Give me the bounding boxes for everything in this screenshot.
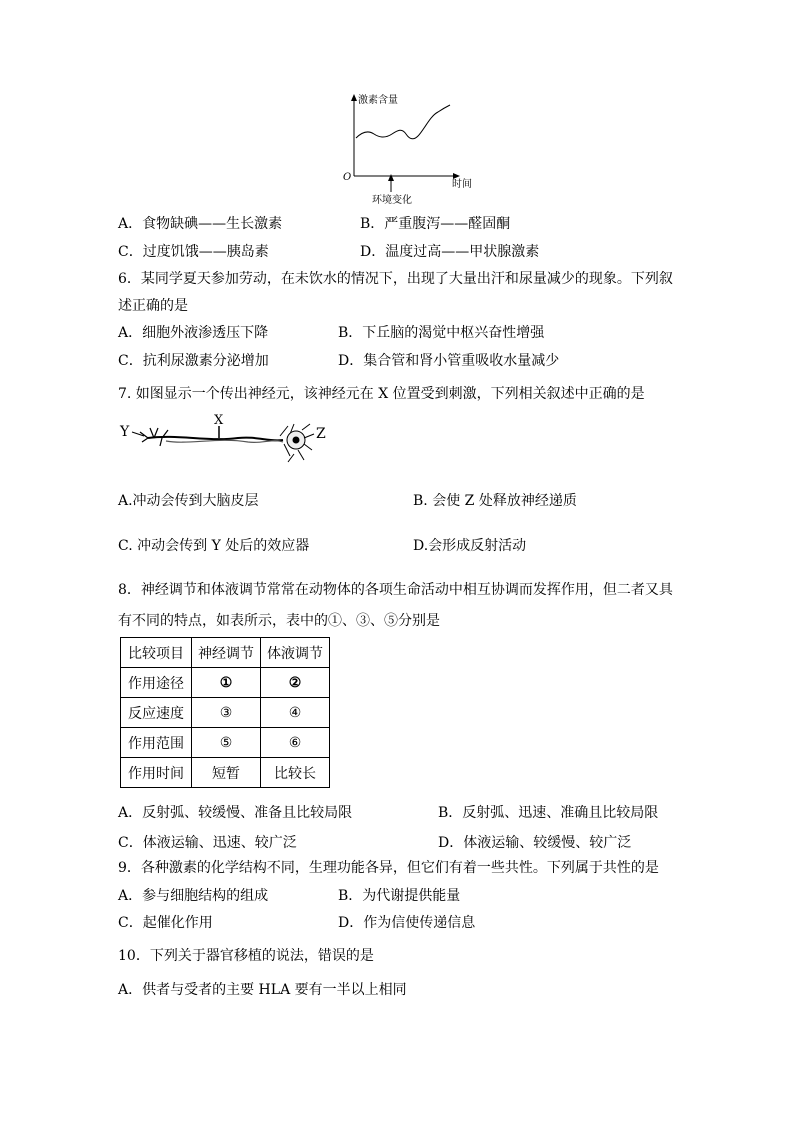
neuron-label-z: Z — [316, 426, 326, 442]
table-cell: ⑤ — [192, 728, 261, 758]
q6-stem-line1: 6．某同学夏天参加劳动，在未饮水的情况下，出现了大量出汗和尿量减少的现象。下列叙 — [118, 271, 673, 287]
q6-option-a: A．细胞外液渗透压下降 — [118, 325, 269, 341]
q6-option-b: B．下丘脑的渴觉中枢兴奋性增强 — [338, 325, 545, 341]
q5-option-c: C．过度饥饿——胰岛素 — [118, 244, 269, 260]
q8-option-c: C．体液运输、迅速、较广泛 — [118, 835, 297, 851]
table-cell: ② — [261, 668, 330, 698]
q9-stem: 9．各种激素的化学结构不同，生理功能各异，但它们有着一些共性。下列属于共性的是 — [118, 860, 659, 876]
q5-option-d: D．温度过高——甲状腺激素 — [360, 244, 540, 260]
y-axis-arrow — [351, 94, 357, 101]
q6-option-d: D．集合管和肾小管重吸收水量减少 — [338, 353, 560, 369]
q5-option-b: B．严重腹泻——醛固酮 — [360, 216, 511, 232]
table-cell: ④ — [261, 698, 330, 728]
table-cell: 作用范围 — [121, 728, 192, 758]
hormone-curve — [356, 105, 450, 139]
table-cell: ① — [192, 668, 261, 698]
table-header-cell: 神经调节 — [192, 638, 261, 668]
neuron-label-x: X — [214, 414, 224, 428]
q7-stem: 7. 如图显示一个传出神经元，该神经元在 X 位置受到刺激，下列相关叙述中正确的是 — [118, 386, 645, 402]
table-row — [121, 728, 330, 758]
efferent-neuron-diagram — [118, 414, 336, 466]
q8-option-a: A．反射弧、较缓慢、准备且比较局限 — [118, 805, 353, 821]
graph-ylabel: 激素含量 — [358, 95, 398, 106]
q7-option-d: D.会形成反射活动 — [413, 538, 527, 554]
neuron-label-y: Y — [120, 424, 130, 440]
table-cell: 反应速度 — [121, 698, 192, 728]
table-cell: ③ — [192, 698, 261, 728]
hormone-level-graph — [338, 88, 488, 206]
q8-stem-line1: 8．神经调节和体液调节常常在动物体的各项生命活动中相互协调而发挥作用，但二者又具 — [118, 582, 673, 598]
q7-option-a: A.冲动会传到大脑皮层 — [118, 493, 259, 509]
q8-option-b: B．反射弧、迅速、准确且比较局限 — [438, 805, 659, 821]
table-header-row — [121, 638, 330, 668]
q8-option-d: D．体液运输、较缓慢、较广泛 — [438, 835, 632, 851]
table-cell: 作用时间 — [121, 758, 192, 788]
table-cell: 比较长 — [261, 758, 330, 788]
q9-option-a: A．参与细胞结构的组成 — [118, 888, 269, 904]
q8-stem-line2: 有不同的特点，如表所示，表中的①、③、⑤分别是 — [118, 613, 440, 629]
q7-option-c: C. 冲动会传到 Y 处后的效应器 — [118, 538, 310, 554]
graph-event-label: 环境变化 — [372, 195, 412, 206]
q7-option-b: B. 会使 Z 处释放神经递质 — [413, 493, 577, 509]
q10-stem: 10．下列关于器官移植的说法，错误的是 — [118, 948, 374, 964]
comparison-table — [120, 637, 330, 788]
q9-option-c: C．起催化作用 — [118, 915, 213, 931]
q9-option-d: D．作为信使传递信息 — [338, 915, 476, 931]
graph-origin: O — [343, 172, 352, 183]
event-arrow-head — [388, 174, 394, 181]
q5-option-a: A．食物缺碘——生长激素 — [118, 216, 283, 232]
table-header-cell: 比较项目 — [121, 638, 192, 668]
table-row — [121, 758, 330, 788]
table-row — [121, 698, 330, 728]
q10-option-a: A．供者与受者的主要 HLA 要有一半以上相同 — [118, 982, 407, 998]
table-header-cell: 体液调节 — [261, 638, 330, 668]
q9-option-b: B．为代谢提供能量 — [338, 888, 461, 904]
table-cell: ⑥ — [261, 728, 330, 758]
table-cell: 作用途径 — [121, 668, 192, 698]
q6-stem-line2: 述正确的是 — [118, 298, 188, 314]
table-row — [121, 668, 330, 698]
q6-option-c: C．抗利尿激素分泌增加 — [118, 353, 269, 369]
graph-xlabel: 时间 — [452, 179, 472, 190]
table-cell: 短暂 — [192, 758, 261, 788]
